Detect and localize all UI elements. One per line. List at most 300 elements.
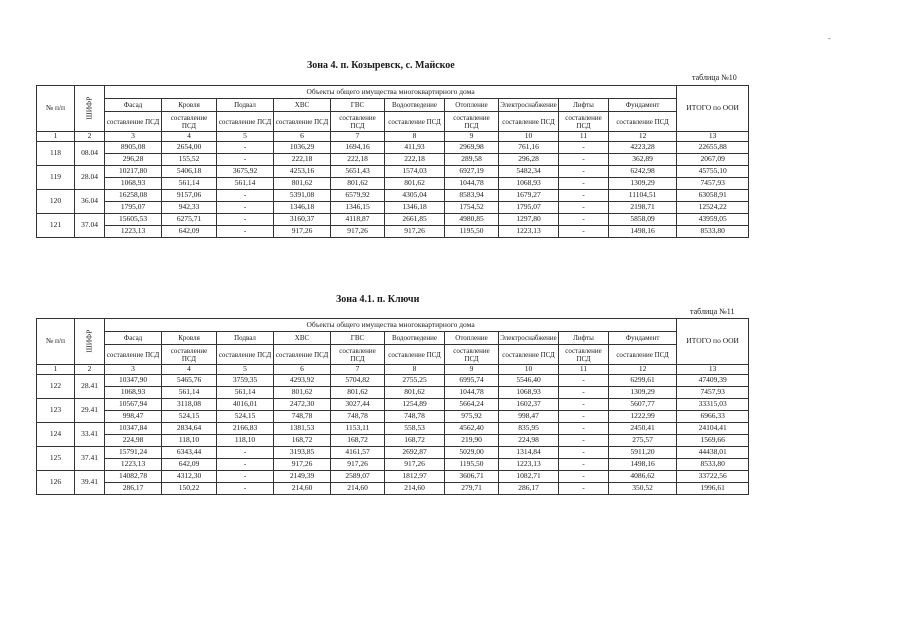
cell-power: 1068,93 [499, 387, 559, 399]
cell-elevators: - [559, 447, 609, 459]
cell-foundation: 6242,98 [609, 166, 677, 178]
header-sub-psd: составление ПСД [559, 112, 609, 132]
table-row [37, 154, 749, 166]
cell-power: 1223,13 [499, 459, 559, 471]
header-sub-psd: составление ПСД [559, 345, 609, 365]
cell-foundation: 6299,61 [609, 375, 677, 387]
cell-hot-water: 801,62 [331, 178, 385, 190]
cell-total: 2067,09 [677, 154, 749, 166]
cell-total: 8533,80 [677, 226, 749, 238]
cell-basement: 2166,83 [217, 423, 274, 435]
cell-hot-water: 2589,07 [331, 471, 385, 483]
column-number: 6 [274, 132, 331, 142]
cell-roof: 642,09 [162, 226, 217, 238]
row-number: 118 [37, 142, 75, 166]
cell-total: 12524,22 [677, 202, 749, 214]
cell-heating: 1754,52 [445, 202, 499, 214]
cell-sewerage: 558,53 [385, 423, 445, 435]
cell-heating: 219,90 [445, 435, 499, 447]
cell-heating: 2969,98 [445, 142, 499, 154]
cell-heating: 975,92 [445, 411, 499, 423]
table-number-label: таблица №11 [690, 307, 735, 316]
cell-foundation: 350,52 [609, 483, 677, 495]
cell-heating: 6995,74 [445, 375, 499, 387]
cell-hot-water: 5651,43 [331, 166, 385, 178]
cell-heating: 5029,00 [445, 447, 499, 459]
cell-power: 835,95 [499, 423, 559, 435]
cell-elevators: - [559, 202, 609, 214]
cell-power: 296,28 [499, 154, 559, 166]
header-shifr-label: ШИФР [84, 96, 94, 121]
header-group: Объекты общего имущества многоквартирного дома [105, 86, 677, 99]
cell-basement: - [217, 226, 274, 238]
column-number: 6 [274, 365, 331, 375]
column-number: 11 [559, 132, 609, 142]
cell-hot-water: 1153,11 [331, 423, 385, 435]
header-cold-water: ХВС [274, 99, 331, 112]
header-facade: Фасад [105, 99, 162, 112]
cell-power: 1314,84 [499, 447, 559, 459]
row-number: 125 [37, 447, 75, 471]
cell-basement: 561,14 [217, 178, 274, 190]
cell-facade: 15791,24 [105, 447, 162, 459]
cell-elevators: - [559, 399, 609, 411]
cell-total: 7457,93 [677, 387, 749, 399]
header-no: № п/п [37, 86, 75, 132]
cell-basement: 3675,92 [217, 166, 274, 178]
cell-heating: 1044,78 [445, 387, 499, 399]
header-shifr [75, 319, 105, 365]
header-sub-psd: составление ПСД [162, 112, 217, 132]
cell-foundation: 11104,51 [609, 190, 677, 202]
cell-roof: 118,10 [162, 435, 217, 447]
table-number-label: таблица №10 [692, 73, 737, 82]
cell-elevators: - [559, 178, 609, 190]
column-number: 12 [609, 365, 677, 375]
cell-sewerage: 4305,04 [385, 190, 445, 202]
cell-cold-water: 4293,92 [274, 375, 331, 387]
cell-foundation: 1309,29 [609, 178, 677, 190]
row-shifr: 08.04 [75, 142, 105, 166]
row-shifr: 37.41 [75, 447, 105, 471]
cell-sewerage: 748,78 [385, 411, 445, 423]
cell-power: 998,47 [499, 411, 559, 423]
cell-cold-water: 2149,39 [274, 471, 331, 483]
header-row [37, 86, 749, 99]
header-heating: Отопление [445, 99, 499, 112]
cell-facade: 10347,84 [105, 423, 162, 435]
cell-sewerage: 168,72 [385, 435, 445, 447]
column-number: 13 [677, 132, 749, 142]
header-power: Электроснабжение [499, 332, 559, 345]
cell-facade: 10347,90 [105, 375, 162, 387]
cell-foundation: 2450,41 [609, 423, 677, 435]
header-sub-psd: составление ПСД [609, 112, 677, 132]
header-sub-psd: составление ПСД [217, 112, 274, 132]
cost-table-zone-4-1 [36, 318, 749, 495]
zone-title: Зона 4. п. Козыревск, с. Майское [307, 60, 455, 71]
cell-total: 33722,56 [677, 471, 749, 483]
header-power: Электроснабжение [499, 99, 559, 112]
cell-sewerage: 2692,87 [385, 447, 445, 459]
row-number: 126 [37, 471, 75, 495]
cell-facade: 16258,08 [105, 190, 162, 202]
cell-foundation: 4086,62 [609, 471, 677, 483]
column-number: 1 [37, 365, 75, 375]
cell-roof: 642,09 [162, 459, 217, 471]
cell-roof: 2834,64 [162, 423, 217, 435]
cell-total: 1569,66 [677, 435, 749, 447]
cell-roof: 3118,08 [162, 399, 217, 411]
cell-sewerage: 222,18 [385, 154, 445, 166]
cell-basement: 118,10 [217, 435, 274, 447]
cell-roof: 155,52 [162, 154, 217, 166]
table-row [37, 190, 749, 202]
cell-sewerage: 917,26 [385, 226, 445, 238]
cell-basement: - [217, 190, 274, 202]
row-shifr: 39.41 [75, 471, 105, 495]
cell-cold-water: 917,26 [274, 226, 331, 238]
header-hot-water: ГВС [331, 332, 385, 345]
cell-hot-water: 1346,15 [331, 202, 385, 214]
cell-roof: 6343,44 [162, 447, 217, 459]
header-sub-psd: составление ПСД [105, 345, 162, 365]
cell-sewerage: 801,62 [385, 387, 445, 399]
cell-hot-water: 168,72 [331, 435, 385, 447]
header-sub-psd: составление ПСД [162, 345, 217, 365]
cell-power: 1068,93 [499, 178, 559, 190]
cell-heating: 1044,78 [445, 178, 499, 190]
column-number: 2 [75, 132, 105, 142]
cell-elevators: - [559, 435, 609, 447]
cell-sewerage: 411,93 [385, 142, 445, 154]
cell-total: 63058,91 [677, 190, 749, 202]
row-shifr: 37.04 [75, 214, 105, 238]
cell-roof: 561,14 [162, 178, 217, 190]
cell-facade: 14082,78 [105, 471, 162, 483]
row-number: 121 [37, 214, 75, 238]
cell-sewerage: 1346,18 [385, 202, 445, 214]
header-sub-psd: составление ПСД [609, 345, 677, 365]
cell-elevators: - [559, 214, 609, 226]
row-number: 119 [37, 166, 75, 190]
table-row [37, 471, 749, 483]
cell-sewerage: 1812,97 [385, 471, 445, 483]
cell-heating: 4980,85 [445, 214, 499, 226]
cell-elevators: - [559, 423, 609, 435]
column-number: 8 [385, 365, 445, 375]
header-facade: Фасад [105, 332, 162, 345]
cell-cold-water: 1346,18 [274, 202, 331, 214]
row-shifr: 28.04 [75, 166, 105, 190]
cell-basement: - [217, 459, 274, 471]
table-row [37, 447, 749, 459]
header-sub-psd: составление ПСД [445, 112, 499, 132]
cell-sewerage: 2755,25 [385, 375, 445, 387]
column-number: 2 [75, 365, 105, 375]
cell-elevators: - [559, 142, 609, 154]
cell-heating: 1195,50 [445, 459, 499, 471]
header-sub-psd: составление ПСД [499, 112, 559, 132]
cell-power: 1795,07 [499, 202, 559, 214]
cell-heating: 6927,19 [445, 166, 499, 178]
cell-total: 6966,33 [677, 411, 749, 423]
header-shifr-label: ШИФР [84, 329, 94, 354]
column-number: 9 [445, 365, 499, 375]
cell-power: 1082,71 [499, 471, 559, 483]
cell-power: 5546,40 [499, 375, 559, 387]
cell-foundation: 275,57 [609, 435, 677, 447]
column-number: 7 [331, 132, 385, 142]
cell-facade: 1223,13 [105, 459, 162, 471]
cell-roof: 2654,00 [162, 142, 217, 154]
cell-hot-water: 801,62 [331, 387, 385, 399]
row-shifr: 29.41 [75, 399, 105, 423]
cell-roof: 524,15 [162, 411, 217, 423]
cell-total: 7457,93 [677, 178, 749, 190]
cell-hot-water: 222,18 [331, 154, 385, 166]
cell-basement: 561,14 [217, 387, 274, 399]
header-sub-psd: составление ПСД [274, 112, 331, 132]
cell-cold-water: 1381,53 [274, 423, 331, 435]
header-row [37, 345, 749, 365]
cell-facade: 1795,07 [105, 202, 162, 214]
table-row [37, 483, 749, 495]
header-row [37, 99, 749, 112]
cell-total: 45755,10 [677, 166, 749, 178]
cell-sewerage: 801,62 [385, 178, 445, 190]
row-number: 122 [37, 375, 75, 399]
cell-elevators: - [559, 226, 609, 238]
cell-power: 761,16 [499, 142, 559, 154]
cell-total: 44438,01 [677, 447, 749, 459]
cell-cold-water: 801,62 [274, 178, 331, 190]
cell-basement: - [217, 142, 274, 154]
cell-roof: 4312,30 [162, 471, 217, 483]
cell-roof: 561,14 [162, 387, 217, 399]
cell-cold-water: 5391,08 [274, 190, 331, 202]
cell-basement: 3759,35 [217, 375, 274, 387]
row-shifr: 36.04 [75, 190, 105, 214]
header-row [37, 319, 749, 332]
cell-heating: 8583,94 [445, 190, 499, 202]
column-number: 5 [217, 365, 274, 375]
row-shifr: 28.41 [75, 375, 105, 399]
column-number: 7 [331, 365, 385, 375]
cell-heating: 1195,50 [445, 226, 499, 238]
cell-total: 47409,39 [677, 375, 749, 387]
table-row [37, 399, 749, 411]
cell-heating: 5664,24 [445, 399, 499, 411]
row-number: 124 [37, 423, 75, 447]
column-number-row [37, 132, 749, 142]
cell-facade: 998,47 [105, 411, 162, 423]
table-row [37, 435, 749, 447]
header-sewerage: Водоотведение [385, 332, 445, 345]
cell-hot-water: 3027,44 [331, 399, 385, 411]
cell-facade: 10567,94 [105, 399, 162, 411]
header-elevators: Лифты [559, 332, 609, 345]
cell-cold-water: 222,18 [274, 154, 331, 166]
header-no: № п/п [37, 319, 75, 365]
cell-facade: 286,17 [105, 483, 162, 495]
column-number: 4 [162, 365, 217, 375]
cost-table-zone-4 [36, 85, 749, 238]
cell-total: 8533,80 [677, 459, 749, 471]
column-number: 3 [105, 132, 162, 142]
cell-sewerage: 1574,03 [385, 166, 445, 178]
cell-elevators: - [559, 471, 609, 483]
cell-basement: - [217, 483, 274, 495]
cell-foundation: 5607,77 [609, 399, 677, 411]
header-sub-psd: составление ПСД [385, 345, 445, 365]
header-sub-psd: составление ПСД [445, 345, 499, 365]
cell-facade: 10217,80 [105, 166, 162, 178]
header-group: Объекты общего имущества многоквартирного дома [105, 319, 677, 332]
cell-power: 5482,34 [499, 166, 559, 178]
cell-hot-water: 5704,82 [331, 375, 385, 387]
header-sub-psd: составление ПСД [331, 345, 385, 365]
column-number-row [37, 365, 749, 375]
cell-hot-water: 4118,87 [331, 214, 385, 226]
cell-hot-water: 917,26 [331, 226, 385, 238]
cell-power: 286,17 [499, 483, 559, 495]
cell-foundation: 362,89 [609, 154, 677, 166]
cell-hot-water: 6579,92 [331, 190, 385, 202]
header-sub-psd: составление ПСД [105, 112, 162, 132]
header-foundation: Фундамент [609, 332, 677, 345]
cell-heating: 289,58 [445, 154, 499, 166]
cell-power: 1223,13 [499, 226, 559, 238]
row-number: 123 [37, 399, 75, 423]
cell-facade: 224,98 [105, 435, 162, 447]
cell-foundation: 1498,16 [609, 459, 677, 471]
column-number: 3 [105, 365, 162, 375]
cell-sewerage: 2661,85 [385, 214, 445, 226]
cell-total: 22655,88 [677, 142, 749, 154]
column-number: 8 [385, 132, 445, 142]
cell-facade: 1068,93 [105, 387, 162, 399]
cell-elevators: - [559, 411, 609, 423]
cell-elevators: - [559, 387, 609, 399]
column-number: 10 [499, 132, 559, 142]
cell-total: 33315,03 [677, 399, 749, 411]
table-row [37, 411, 749, 423]
cell-cold-water: 168,72 [274, 435, 331, 447]
cell-basement: - [217, 154, 274, 166]
cell-total: 24104,41 [677, 423, 749, 435]
cell-foundation: 4223,28 [609, 142, 677, 154]
table-row [37, 459, 749, 471]
column-number: 10 [499, 365, 559, 375]
cell-cold-water: 917,26 [274, 459, 331, 471]
cell-hot-water: 748,78 [331, 411, 385, 423]
header-sub-psd: составление ПСД [499, 345, 559, 365]
cell-facade: 8905,08 [105, 142, 162, 154]
column-number: 4 [162, 132, 217, 142]
cell-elevators: - [559, 190, 609, 202]
header-cold-water: ХВС [274, 332, 331, 345]
cell-total: 43959,05 [677, 214, 749, 226]
cell-cold-water: 1036,29 [274, 142, 331, 154]
cell-basement: 4016,01 [217, 399, 274, 411]
cell-roof: 6275,71 [162, 214, 217, 226]
cell-sewerage: 214,60 [385, 483, 445, 495]
cell-power: 1297,80 [499, 214, 559, 226]
cell-elevators: - [559, 375, 609, 387]
header-row [37, 112, 749, 132]
cell-roof: 150,22 [162, 483, 217, 495]
cell-heating: 279,71 [445, 483, 499, 495]
cell-cold-water: 4253,16 [274, 166, 331, 178]
header-sewerage: Водоотведение [385, 99, 445, 112]
cell-facade: 1068,93 [105, 178, 162, 190]
cell-elevators: - [559, 166, 609, 178]
cell-facade: 296,28 [105, 154, 162, 166]
header-roof: Кровля [162, 332, 217, 345]
cell-foundation: 5911,20 [609, 447, 677, 459]
header-row [37, 332, 749, 345]
table-row [37, 202, 749, 214]
cell-power: 1679,27 [499, 190, 559, 202]
row-shifr: 33.41 [75, 423, 105, 447]
table-row [37, 178, 749, 190]
header-sub-psd: составление ПСД [385, 112, 445, 132]
cell-hot-water: 917,26 [331, 459, 385, 471]
header-sub-psd: составление ПСД [274, 345, 331, 365]
header-shifr [75, 86, 105, 132]
cell-elevators: - [559, 154, 609, 166]
cell-cold-water: 2472,30 [274, 399, 331, 411]
cell-roof: 5465,76 [162, 375, 217, 387]
header-roof: Кровля [162, 99, 217, 112]
cell-roof: 5406,18 [162, 166, 217, 178]
cell-sewerage: 917,26 [385, 459, 445, 471]
table-row [37, 214, 749, 226]
cell-foundation: 1498,16 [609, 226, 677, 238]
cell-foundation: 1222,99 [609, 411, 677, 423]
header-total: ИТОГО по ООИ [677, 86, 749, 132]
column-number: 11 [559, 365, 609, 375]
row-number: 120 [37, 190, 75, 214]
cell-power: 1602,37 [499, 399, 559, 411]
table-row [37, 226, 749, 238]
cell-elevators: - [559, 459, 609, 471]
header-basement: Подвал [217, 99, 274, 112]
header-sub-psd: составление ПСД [331, 112, 385, 132]
cell-heating: 3606,71 [445, 471, 499, 483]
header-foundation: Фундамент [609, 99, 677, 112]
cell-elevators: - [559, 483, 609, 495]
table-row [37, 166, 749, 178]
header-heating: Отопление [445, 332, 499, 345]
cell-cold-water: 214,60 [274, 483, 331, 495]
cell-basement: - [217, 214, 274, 226]
cell-facade: 15605,53 [105, 214, 162, 226]
table-row [37, 142, 749, 154]
column-number: 13 [677, 365, 749, 375]
cell-basement: 524,15 [217, 411, 274, 423]
cell-facade: 1223,13 [105, 226, 162, 238]
header-total: ИТОГО по ООИ [677, 319, 749, 365]
cell-basement: - [217, 471, 274, 483]
header-hot-water: ГВС [331, 99, 385, 112]
cell-basement: - [217, 447, 274, 459]
table-row [37, 387, 749, 399]
column-number: 12 [609, 132, 677, 142]
cell-foundation: 1309,29 [609, 387, 677, 399]
cell-foundation: 2198,71 [609, 202, 677, 214]
